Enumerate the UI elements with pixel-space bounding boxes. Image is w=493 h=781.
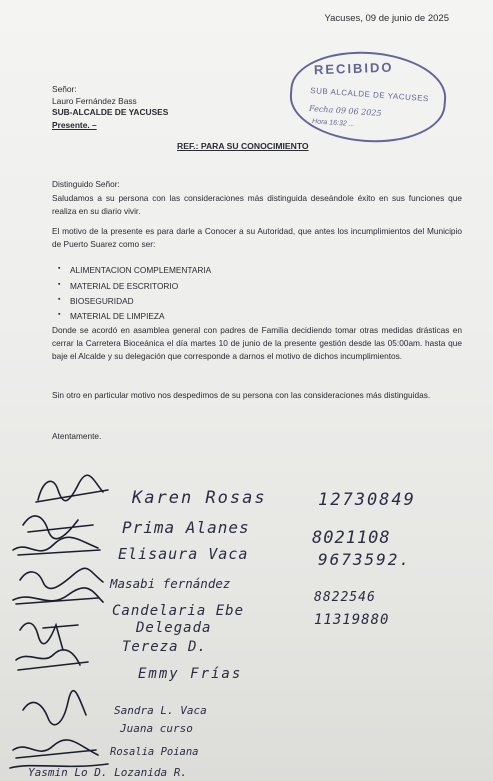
reference-line: REF.: PARA SU CONOCIMIENTO <box>177 141 309 151</box>
signatory-ci: 8021108 <box>312 528 391 548</box>
signatory-name: Yasmin Lo D. Lozanida R. <box>28 766 187 779</box>
signatory-name: Prima Alanes <box>122 518 250 537</box>
signatory-name: Sandra L. Vaca <box>114 704 207 717</box>
signatory-name: Candelaria Ebe <box>112 603 245 619</box>
paragraph-1: Saludamos a su persona con las consideraciones más distinguida deseándole éxito en sus funciones que realiza en su diario vivir. <box>52 193 462 216</box>
presente-line: Presente. – <box>52 120 97 130</box>
list-item: ▪ MATERIAL DE ESCRITORIO <box>70 281 178 291</box>
stamp-title: RECIBIDO <box>313 59 394 78</box>
recipient-name: Lauro Fernández Bass <box>52 96 137 106</box>
stamp-hour: Hora 16:32 ... <box>311 118 355 129</box>
paragraph-3: Donde se acordó en asamblea general con padres de Familia decidiendo tomar otras medidas drásticas en cerrar la Carretera Bioceánica el día martes 10 de junio de la presente gestión desde las 05:00am. hasta que baje el Alcalde y su delegación que corresponde a darnos el motivo de dichos incumplimientos. <box>52 325 462 361</box>
signatory-name: Elisaura Vaca <box>118 545 249 563</box>
signatory-ci: 8822546 <box>314 590 376 605</box>
signatory-ci: 12730849 <box>318 490 416 510</box>
signatory-ci: 11319880 <box>314 612 390 628</box>
received-stamp <box>287 47 449 148</box>
signatory-name: Tereza D. <box>122 639 207 655</box>
closing: Atentamente. <box>52 431 102 441</box>
signature-scribbles <box>8 470 118 775</box>
paragraph-2: El motivo de la presente es para darle a Conocer a su Autoridad, que antes los incumplimientos del Municipio de Puerto Suarez como ser: <box>52 226 462 249</box>
paragraph-4: Sin otro en particular motivo nos despedimos de su persona con las consideraciones más distinguidas. <box>52 390 431 400</box>
signatory-name: Masabi fernández <box>110 576 231 591</box>
greeting: Distinguido Señor: <box>52 179 120 189</box>
salutation: Señor: <box>52 84 77 94</box>
signatory-ci: 9673592. <box>318 550 412 569</box>
signatory-name: Juana curso <box>120 722 193 735</box>
list-item: ▪ BIOSEGURIDAD <box>70 296 134 306</box>
signatory-name: Emmy Frías <box>138 666 243 682</box>
stamp-date: Fecha 09 06 2025 <box>308 103 382 118</box>
signatory-name: Karen Rosas <box>132 488 267 508</box>
list-item: ▪ ALIMENTACION COMPLEMENTARIA <box>70 265 211 275</box>
letter-date: Yacuses, 09 de junio de 2025 <box>324 13 449 24</box>
signatory-name: Delegada <box>136 620 212 636</box>
list-item: ▪ MATERIAL DE LIMPIEZA <box>70 311 165 321</box>
recipient-title: SUB-ALCALDE DE YACUSES <box>52 107 169 117</box>
signatory-name: Rosalia Poiana <box>110 746 199 758</box>
stamp-office: SUB ALCALDE DE YACUSES <box>310 85 430 104</box>
